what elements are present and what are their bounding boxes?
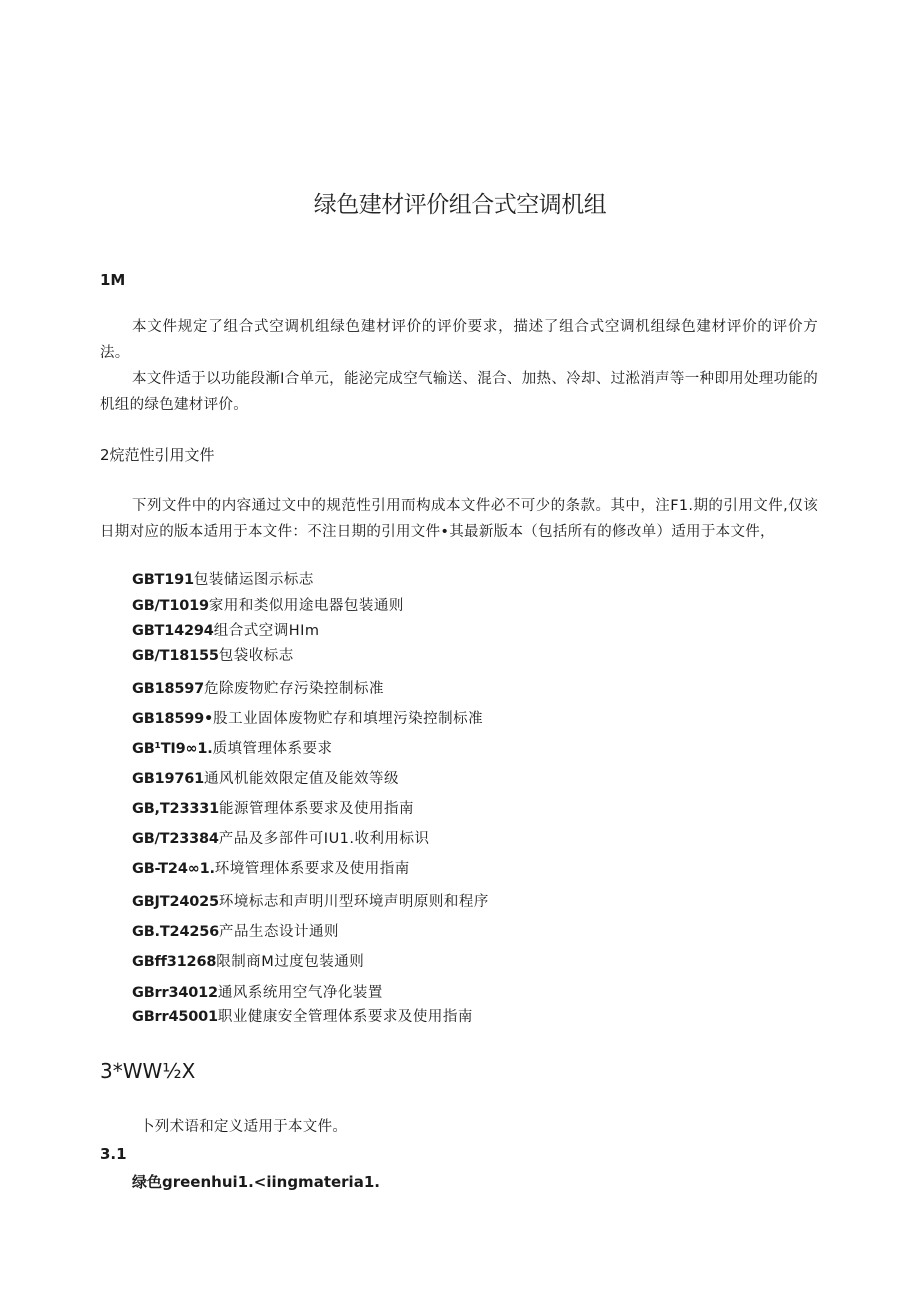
reference-code: GBJT24025 [132,894,219,910]
document-title: 绿色建材评价组合式空调机组 [313,192,607,218]
section-1-paragraph: 本文件适于以功能段漸I合单元，能泌完成空气输送、混合、加热、冷却、过淞消声等一种即用处理功能的机组的绿色建材评价。 [100,371,818,413]
reference-title: 产品及多部件可IU1.收利用标识 [218,831,430,847]
section-1-heading: 1M [100,271,126,289]
reference-item [132,950,364,971]
reference-code: GBT191 [132,572,194,588]
reference-title: 通风机能效限定值及能效等级 [204,771,399,787]
reference-title: 通风系统用空气净化装置 [217,985,383,1001]
reference-title: 包装储运图示标志 [193,572,314,588]
reference-code: GBff31268 [132,954,217,970]
reference-code: GBrr34012 [132,985,218,1001]
reference-item [132,644,294,665]
reference-title: 产品生态设计通则 [219,924,339,940]
reference-code: GB¹TI9∞1. [132,741,213,757]
reference-item [132,594,404,615]
reference-item [132,890,489,911]
reference-title: 危除废物贮存污染控制标准 [204,681,384,697]
section-1-paragraph: 本文件规定了组合式空调机组绿色建材评价的评价要求，描述了组合式空调机组绿色建材评价的评价方法。 [100,319,818,361]
reference-code: GB,T23331 [132,801,219,817]
reference-code: GB/T23384 [132,831,219,847]
reference-item [132,767,399,788]
reference-title: 职业健康安全管理体系要求及使用指南 [217,1009,473,1025]
reference-item [132,568,314,589]
section-3-intro: 卜列术语和定义适用于本文件。 [140,1119,348,1135]
section-3-heading: 3*WW½X [100,1059,196,1083]
reference-title: 质填管理体系要求 [212,741,333,757]
reference-code: GB/T1019 [132,598,209,614]
reference-title: 环境管理体系要求及使用指南 [214,861,410,877]
reference-code: GB.T24256 [132,924,219,940]
reference-item [132,857,410,878]
reference-title: 组合式空调HIm [213,623,320,639]
reference-item [132,920,339,941]
reference-item [132,981,383,1002]
reference-item [132,1005,473,1026]
section-2-intro: 下列文件中的内容通过文中的规范性引用而构成本文件必不可少的条款。其中，注F1.期的引用文件,仅该日期对应的版本适用于本文件：不注日期的引用文件•其最新版本（包括所有的修改单）适用于本文件， [100,498,818,540]
subsection-number: 3.1 [100,1145,127,1163]
reference-title: 环境标志和声明川型环境声明原则和程序 [218,894,489,910]
reference-code: GB/T18155 [132,648,219,664]
reference-item [132,619,320,640]
reference-title: 包袋收标志 [218,648,294,664]
reference-title: 限制商M过度包装通则 [216,954,365,970]
reference-title: 能源管理体系要求及使用指南 [219,801,414,817]
reference-code: GB19761 [132,771,204,787]
reference-code: GB-T24∞1. [132,861,215,877]
reference-code: GB18597 [132,681,204,697]
reference-item [132,707,483,728]
reference-item [132,797,414,818]
term-entry: 绿色greenhui1.<iingmateria1. [132,1173,380,1191]
reference-title: 股工业固体废物贮存和填埋污染控制标准 [213,711,484,727]
reference-code: GBT14294 [132,623,214,639]
reference-item [132,827,430,848]
reference-title: 家用和类似用途电器包装通则 [208,598,404,614]
reference-code: GB18599• [132,711,214,727]
reference-item [132,737,333,758]
reference-item [132,677,384,698]
section-2-heading: 2烷范性引用文件 [100,446,215,464]
reference-code: GBrr45001 [132,1009,218,1025]
